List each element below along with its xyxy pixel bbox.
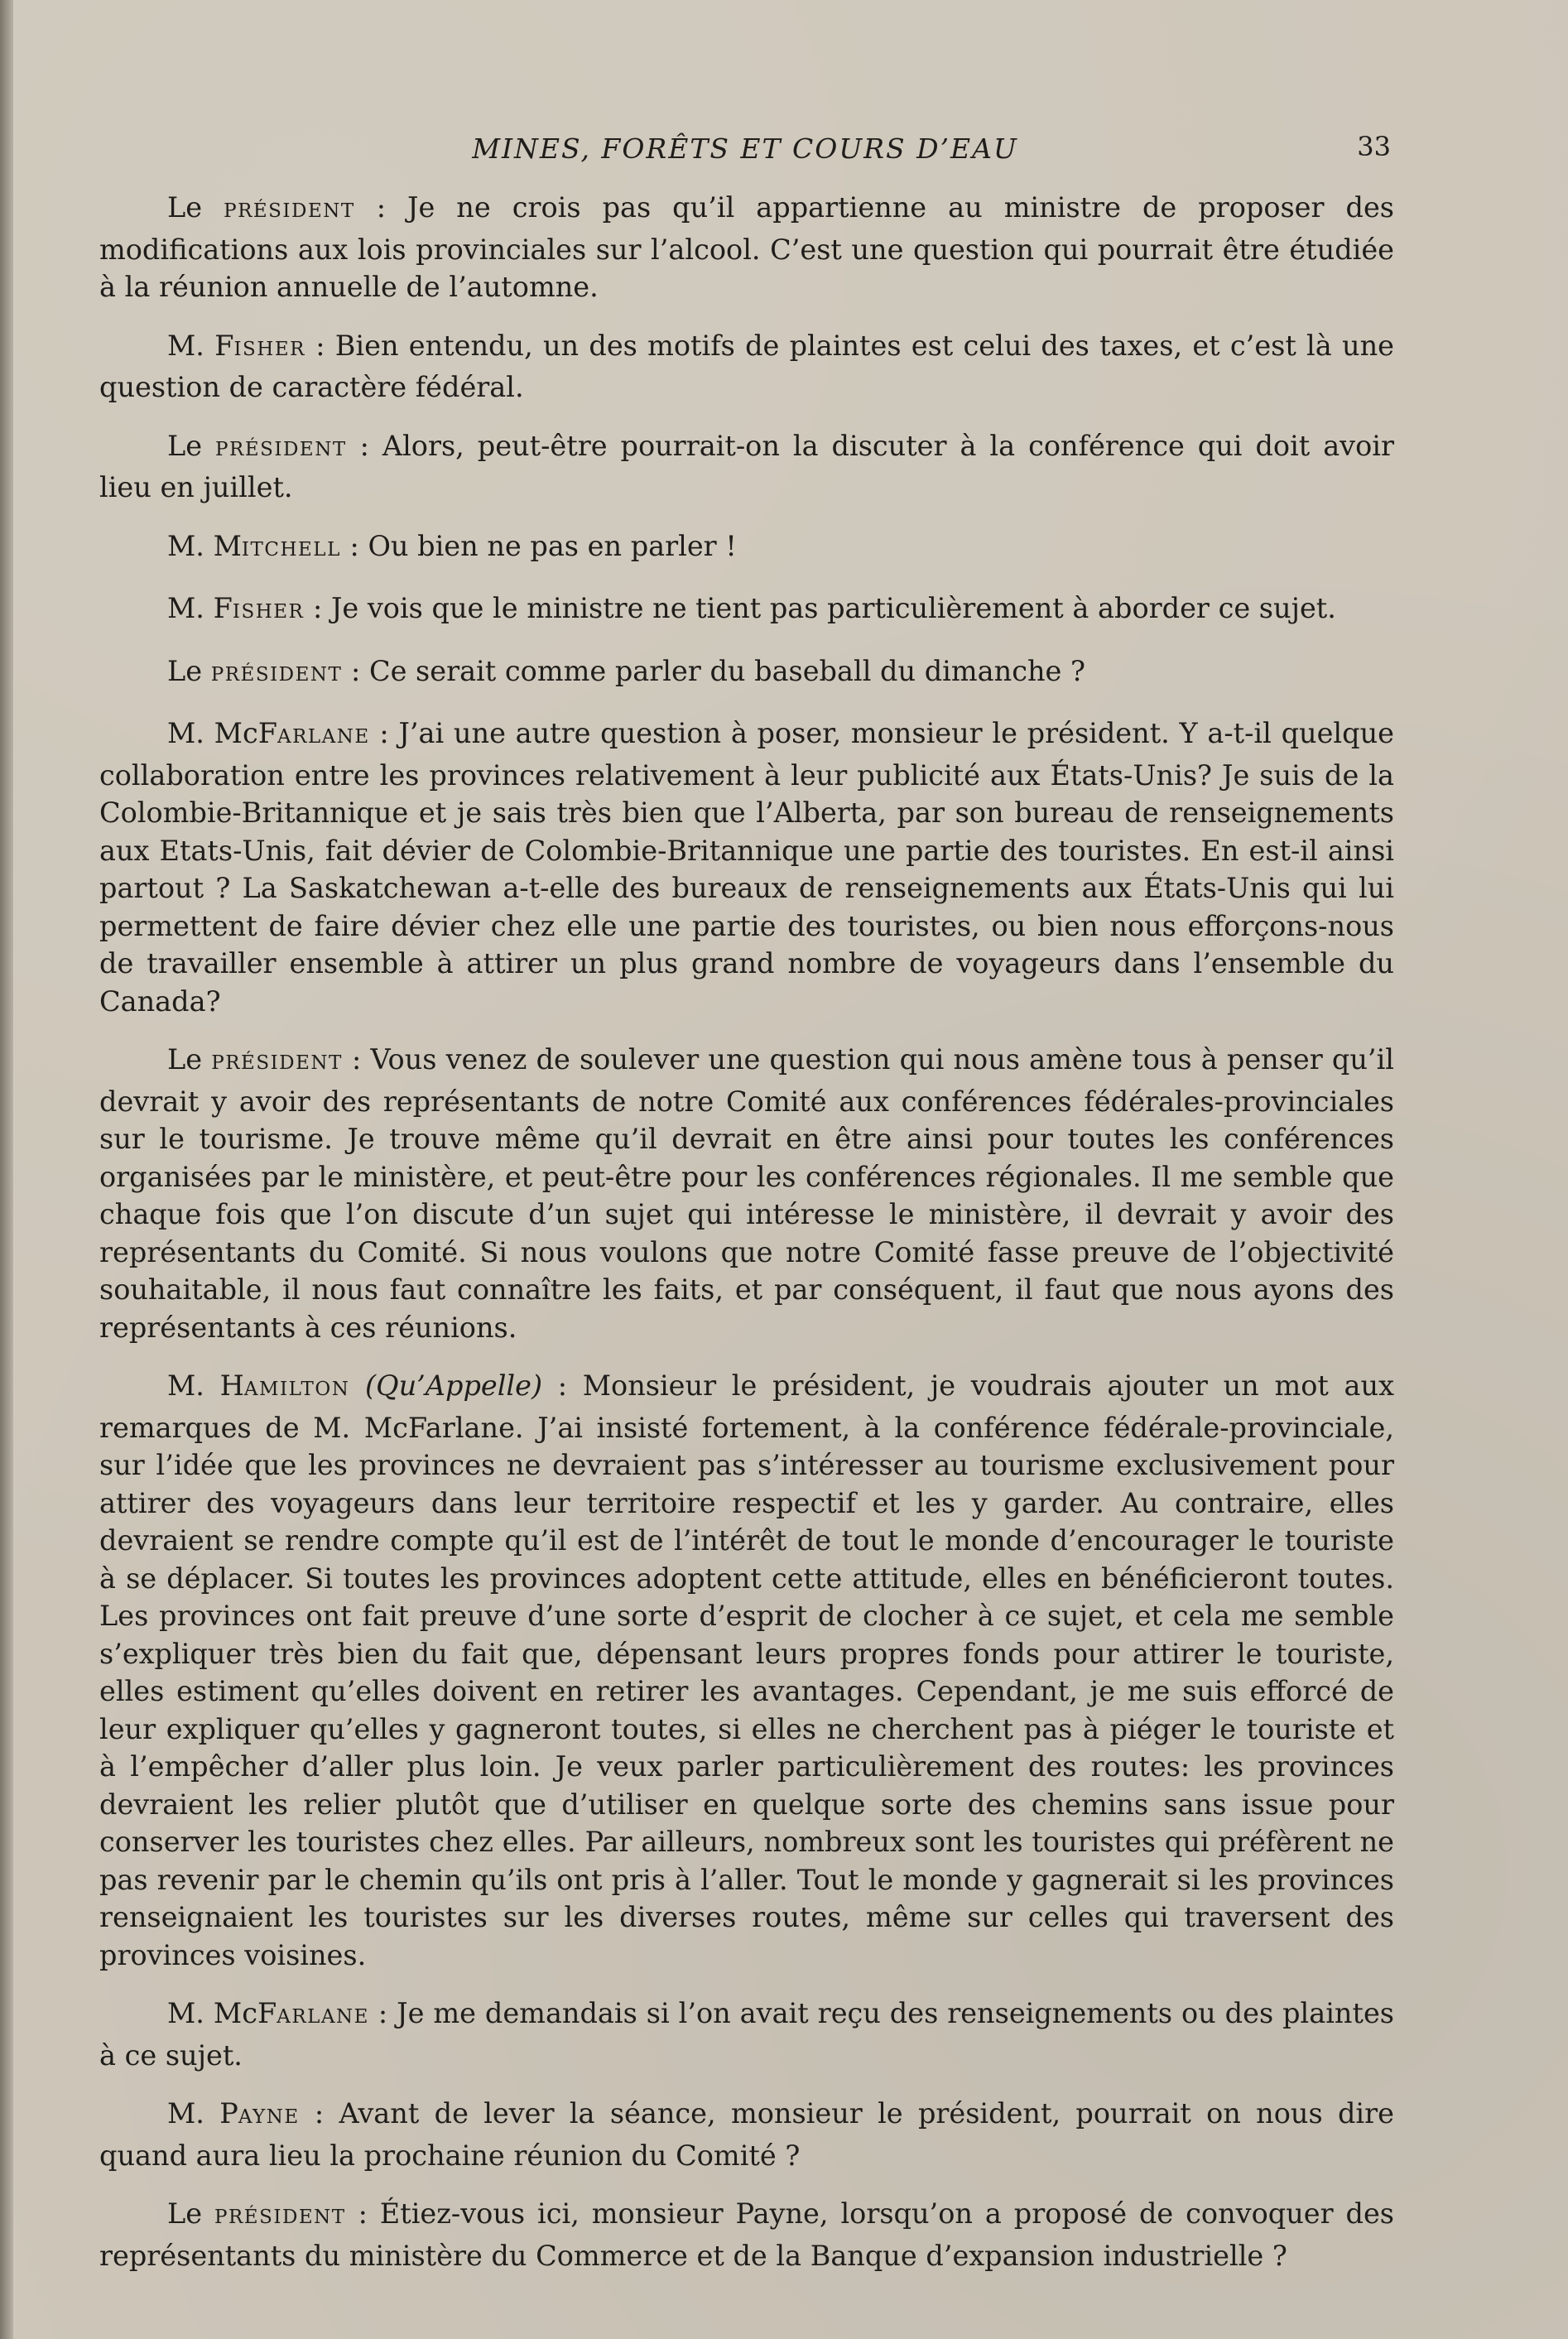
speaker-name — [214, 530, 341, 562]
speaker-name-smallcaps: AMILTON — [243, 1379, 350, 1400]
speaker-name-initial: P — [219, 2097, 238, 2130]
speech-text: Bien entendu, un des motifs de plaintes est celui des taxes, et c’est là une question de caractère fédéral. — [99, 329, 1394, 403]
speaker-prefix: Le — [167, 2197, 203, 2230]
speaker-name — [215, 430, 347, 462]
speaker-prefix: M. — [167, 2097, 204, 2130]
speech-paragraph: M. FISHER : Je vois que le ministre ne tient pas particulièrement à aborder ce sujet. — [167, 592, 1336, 624]
speaker-prefix: M. — [167, 1997, 204, 2029]
speaker-name — [214, 2197, 346, 2230]
speaker-name-initial: F — [213, 592, 233, 624]
speech-paragraph: Le PRÉSIDENT : Alors, peut-être pourrait-on la discuter à la conférence qui doit avoir lieu en juillet. — [99, 429, 1394, 503]
speaker-name-initial: F — [214, 329, 234, 362]
speaker-riding: (Qu’Appelle) — [365, 1369, 543, 1402]
speech-text: Étiez-vous ici, monsieur Payne, lorsqu’on a proposé de convoquer des représentants du ministère du Commerce et de la Banque d’expansion industrielle ? — [99, 2197, 1395, 2272]
speaker-name-initial: M — [213, 529, 242, 562]
speaker-name — [214, 1997, 369, 2029]
speaker-prefix: Le — [167, 429, 203, 462]
speaker-name-smallcaps: AYNE — [238, 2106, 300, 2128]
page-edge-shadow — [0, 0, 13, 2339]
speech-text: Vous venez de soulever une question qui nous amène tous à penser qu’il devrait y avoir des représentants de notre Comité aux conférences fédérales-provinciales sur le tourisme. Je trouve même qu’il devrait en être ainsi pour toutes les conférences organisées par le ministère, et peut-être pour les conférences régionales. Il me semble que chaque fois que l’on discute d’un sujet qui intéresse le ministère, il devrait y avoir des représentants du Comité. Si nous voulons que notre Comité fasse preuve de l’objectivité souhaitable, il nous faut connaître les faits, et par conséquent, il faut que nous ayons des représentants à ces réunions. — [99, 1043, 1394, 1344]
speaker-name-initial: McF — [214, 717, 277, 749]
speaker-name-smallcaps: PRÉSIDENT — [211, 1052, 343, 1074]
speaker-name — [214, 592, 305, 624]
speech-paragraph: M. MITCHELL : Ou bien ne pas en parler ! — [167, 529, 737, 562]
speech-paragraph: M. FISHER : Bien entendu, un des motifs de plaintes est celui des taxes, et c’est là une question de caractère fédéral. — [99, 329, 1394, 403]
speech-paragraph: Le PRÉSIDENT : Vous venez de soulever une question qui nous amène tous à penser qu’il devrait y avoir des représentants de notre Comité aux conférences fédérales-provinciales sur le tourisme. Je trouve même qu’il devrait en être ainsi pour toutes les conférences organisées par le ministère, et peut-être pour les conférences régionales. Il me semble que chaque fois que l’on discute d’un sujet qui intéresse le ministère, il devrait y avoir des représentants du Comité. Si nous voulons que notre Comité fasse preuve de l’objectivité souhaitable, il nous faut connaître les faits, et par conséquent, il faut que nous ayons des représentants à ces réunions. — [99, 1043, 1394, 1344]
speaker-prefix: M. — [167, 592, 204, 624]
speaker-prefix: Le — [167, 191, 203, 224]
speaker-name — [211, 1043, 343, 1076]
speech-text: Je ne crois pas qu’il appartienne au ministre de proposer des modifications aux lois provinciales sur l’alcool. C’est une question qui pourrait être étudiée à la réunion annuelle de l’automne. — [99, 191, 1394, 303]
speech-paragraph: Le PRÉSIDENT : Je ne crois pas qu’il appartienne au ministre de proposer des modifications aux lois provinciales sur l’alcool. C’est une question qui pourrait être étudiée à la réunion annuelle de l’automne. — [99, 191, 1394, 303]
speaker-name-smallcaps: ISHER — [233, 338, 305, 360]
speaker-name — [211, 655, 343, 687]
speaker-name-smallcaps: ISHER — [232, 601, 305, 623]
speaker-prefix: Le — [167, 1043, 203, 1076]
speech-paragraph: M. PAYNE : Avant de lever la séance, monsieur le président, pourrait on nous dire quand aura lieu la prochaine réunion du Comité ? — [99, 2097, 1394, 2172]
speech-paragraph: M. HAMILTON (Qu’Appelle) : Monsieur le président, je voudrais ajouter un mot aux remarques de M. McFarlane. J’ai insisté fortement, à la conférence fédérale-provinciale, sur l’idée que les provinces ne devraient pas s’intéresser au tourisme exclusivement pour attirer des voyageurs dans leur territoire respectif et les y garder. Au contraire, elles devraient se rendre compte qu’il est de l’intérêt de tout le monde d’encourager le touriste à se déplacer. Si toutes les provinces adoptent cette attitude, elles en bénéficieront toutes. Les provinces ont fait preuve d’une sorte d’esprit de clocher à ce sujet, et cela me semble s’expliquer très bien du fait que, dépensant leurs propres fonds pour attirer le touriste, elles estiment qu’elles doivent en retirer les avantages. Cependant, je me suis efforcé de leur expliquer qu’elles y gagneront toutes, si elles ne cherchent pas à piéger le touriste et à l’empêcher d’aller plus loin. Je veux parler particulièrement des routes: les provinces devraient les relier plutôt que d’utiliser en quelque sorte des chemins sans issue pour conserver les touristes chez elles. Par ailleurs, nombreux sont les touristes qui préfèrent ne pas revenir par le chemin qu’ils ont pris à l’aller. Tout le monde y gagnerait si les provinces renseignaient les touristes sur les diverses routes, même sur celles qui traversent des provinces voisines. — [99, 1369, 1394, 1971]
speaker-name — [224, 191, 355, 224]
speaker-prefix: M. — [167, 529, 204, 562]
speaker-name-initial: H — [219, 1369, 244, 1402]
speaker-name-smallcaps: ITCHELL — [241, 538, 341, 561]
speech-paragraph: Le PRÉSIDENT : Ce serait comme parler du baseball du dimanche ? — [167, 654, 1085, 687]
speech-text: Ce serait comme parler du baseball du dimanche ? — [368, 654, 1085, 687]
speech-text: J’ai une autre question à poser, monsieur le président. Y a-t-il quelque collaboration entre les provinces relativement à leur publicité aux États-Unis? Je suis de la Colombie-Britannique et je sais très bien que l’Alberta, par son bureau de renseignements aux Etats-Unis, fait dévier de Colombie-Britannique une partie des touristes. En est-il ainsi partout ? La Saskatchewan a-t-elle des bureaux de renseignements aux États-Unis qui lui permettent de faire dévier chez elle une partie des touristes, ou bien nous efforçons-nous de travailler ensemble à attirer un plus grand nombre de voyageurs dans l’ensemble du Canada? — [99, 717, 1394, 1018]
speaker-name-initial: McF — [213, 1997, 277, 2029]
speaker-prefix: M. — [167, 717, 204, 749]
speech-paragraph: Le PRÉSIDENT : Étiez-vous ici, monsieur Payne, lorsqu’on a proposé de convoquer des représentants du ministère du Commerce et de la Banque d’expansion industrielle ? — [99, 2197, 1395, 2272]
speech-paragraph: M. McFARLANE : Je me demandais si l’on avait reçu des renseignements ou des plaintes à ce sujet. — [99, 1997, 1394, 2072]
speaker-prefix: M. — [167, 1369, 204, 1402]
running-title: MINES, FORÊTS ET COURS D’EAU — [472, 132, 1018, 165]
speaker-prefix: M. — [167, 329, 204, 362]
page-body — [99, 189, 1394, 2295]
speaker-name — [220, 1369, 350, 1402]
speech-text: Je me demandais si l’on avait reçu des renseignements ou des plaintes à ce sujet. — [99, 1997, 1394, 2072]
speech-paragraph: M. McFARLANE : J’ai une autre question à poser, monsieur le président. Y a-t-il quelque collaboration entre les provinces relativement à leur publicité aux États-Unis? Je suis de la Colombie-Britannique et je sais très bien que l’Alberta, par son bureau de renseignements aux Etats-Unis, fait dévier de Colombie-Britannique une partie des touristes. En est-il ainsi partout ? La Saskatchewan a-t-elle des bureaux de renseignements aux États-Unis qui lui permettent de faire dévier chez elle une partie des touristes, ou bien nous efforçons-nous de travailler ensemble à attirer un plus grand nombre de voyageurs dans l’ensemble du Canada? — [99, 717, 1394, 1018]
speaker-name-smallcaps: ARLANE — [277, 726, 370, 748]
speaker-name-smallcaps: ARLANE — [277, 2006, 369, 2028]
speech-text: Je vois que le ministre ne tient pas particulièrement à aborder ce sujet. — [330, 592, 1336, 624]
speaker-name — [214, 330, 305, 362]
speaker-name — [214, 717, 370, 749]
speaker-name-smallcaps: PRÉSIDENT — [224, 200, 355, 222]
speaker-name-smallcaps: PRÉSIDENT — [215, 438, 347, 460]
speaker-name-smallcaps: PRÉSIDENT — [214, 2207, 346, 2228]
speaker-name — [219, 2097, 299, 2130]
speech-text: Monsieur le président, je voudrais ajouter un mot aux remarques de M. McFarlane. J’ai insisté fortement, à la conférence fédérale-provinciale, sur l’idée que les provinces ne devraient pas s’intéresser au tourisme exclusivement pour attirer des voyageurs dans leur territoire respectif et les y garder. Au contraire, elles devraient se rendre compte qu’il est de l’intérêt de tout le monde d’encourager le touriste à se déplacer. Si toutes les provinces adoptent cette attitude, elles en bénéficieront toutes. Les provinces ont fait preuve d’une sorte d’esprit de clocher à ce sujet, et cela me semble s’expliquer très bien du fait que, dépensant leurs propres fonds pour attirer le touriste, elles estiment qu’elles doivent en retirer les avantages. Cependant, je me suis efforcé de leur expliquer qu’elles y gagneront toutes, si elles ne cherchent pas à piéger le touriste et à l’empêcher d’aller plus loin. Je veux parler particulièrement des routes: les provinces devraient les relier plutôt que d’utiliser en quelque sorte des chemins sans issue pour conserver les touristes chez elles. Par ailleurs, nombreux sont les touristes qui préfèrent ne pas revenir par le chemin qu’ils ont pris à l’aller. Tout le monde y gagnerait si les provinces renseignaient les touristes sur les diverses routes, même sur celles qui traversent des provinces voisines. — [99, 1369, 1394, 1971]
page-header — [99, 131, 1391, 172]
page-number: 33 — [1357, 131, 1391, 162]
speaker-prefix: Le — [167, 654, 203, 687]
speech-text: Alors, peut-être pourrait-on la discuter à la conférence qui doit avoir lieu en juillet. — [99, 429, 1394, 503]
speaker-name-smallcaps: PRÉSIDENT — [210, 663, 343, 686]
speech-text: Ou bien ne pas en parler ! — [368, 529, 737, 562]
speech-text: Avant de lever la séance, monsieur le président, pourrait on nous dire quand aura lieu la prochaine réunion du Comité ? — [99, 2097, 1394, 2172]
